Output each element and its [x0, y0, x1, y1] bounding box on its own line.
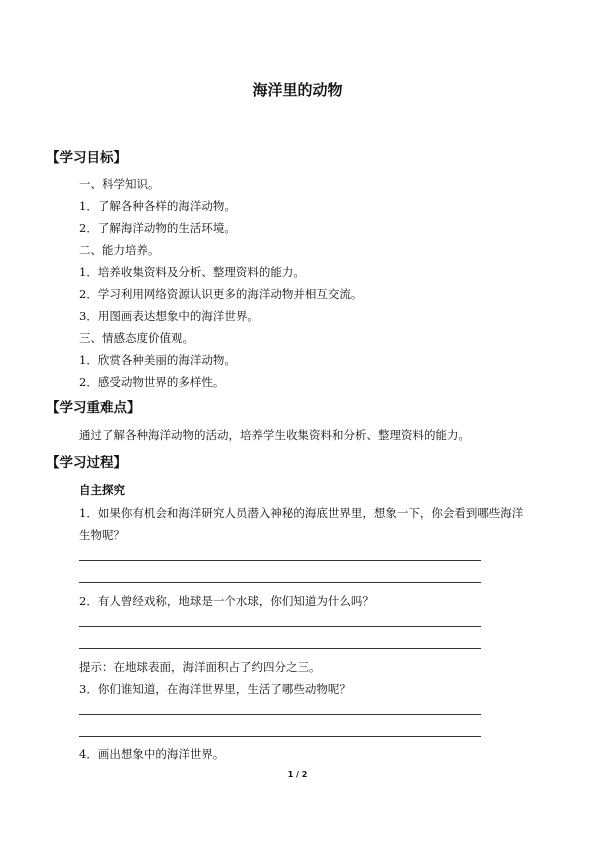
question-2: 2．有人曾经戏称，地球是一个水球，你们知道为什么吗？	[79, 594, 374, 608]
hint-text: 提示：在地球表面，海洋面积占了约四分之三。	[79, 660, 321, 674]
answer-line	[79, 560, 481, 561]
answer-line	[79, 714, 481, 715]
objective-item: 二、能力培养。	[79, 243, 160, 257]
objective-item: 2．感受动物世界的多样性。	[79, 375, 225, 389]
question-4: 4．画出想象中的海洋世界。	[79, 747, 225, 761]
objective-item: 一、科学知识。	[79, 177, 160, 191]
objective-item: 1．培养收集资料及分析、整理资料的能力。	[79, 265, 305, 279]
objective-item: 3．用图画表达想象中的海洋世界。	[79, 309, 259, 323]
objective-item: 2．学习利用网络资源认识更多的海洋动物并相互交流。	[79, 287, 363, 301]
answer-line	[79, 626, 481, 627]
answer-line	[79, 648, 481, 649]
section-heading-objectives: 【学习目标】	[46, 150, 127, 166]
objective-item: 1．欣赏各种美丽的海洋动物。	[79, 353, 236, 367]
question-3: 3．你们谁知道，在海洋世界里，生活了哪些动物呢？	[79, 682, 351, 696]
answer-line	[79, 582, 481, 583]
objective-item: 三、情感态度价值观。	[79, 331, 194, 345]
answer-line	[79, 736, 481, 737]
question-1-line-2: 生物呢？	[79, 528, 125, 542]
keypoints-text: 通过了解各种海洋动物的活动，培养学生收集资料和分析、整理资料的能力。	[79, 428, 470, 442]
section-heading-keypoints: 【学习重难点】	[46, 400, 141, 416]
page-number: 1 / 2	[287, 770, 308, 779]
subheading-self-study: 自主探究	[79, 483, 125, 497]
question-1-line-1: 1．如果你有机会和海洋研究人员潜入神秘的海底世界里，想象一下，你会看到哪些海洋	[79, 506, 524, 520]
page-title: 海洋里的动物	[252, 81, 343, 99]
objective-item: 1．了解各种各样的海洋动物。	[79, 199, 236, 213]
section-heading-process: 【学习过程】	[46, 455, 127, 471]
objective-item: 2．了解海洋动物的生活环境。	[79, 221, 236, 235]
